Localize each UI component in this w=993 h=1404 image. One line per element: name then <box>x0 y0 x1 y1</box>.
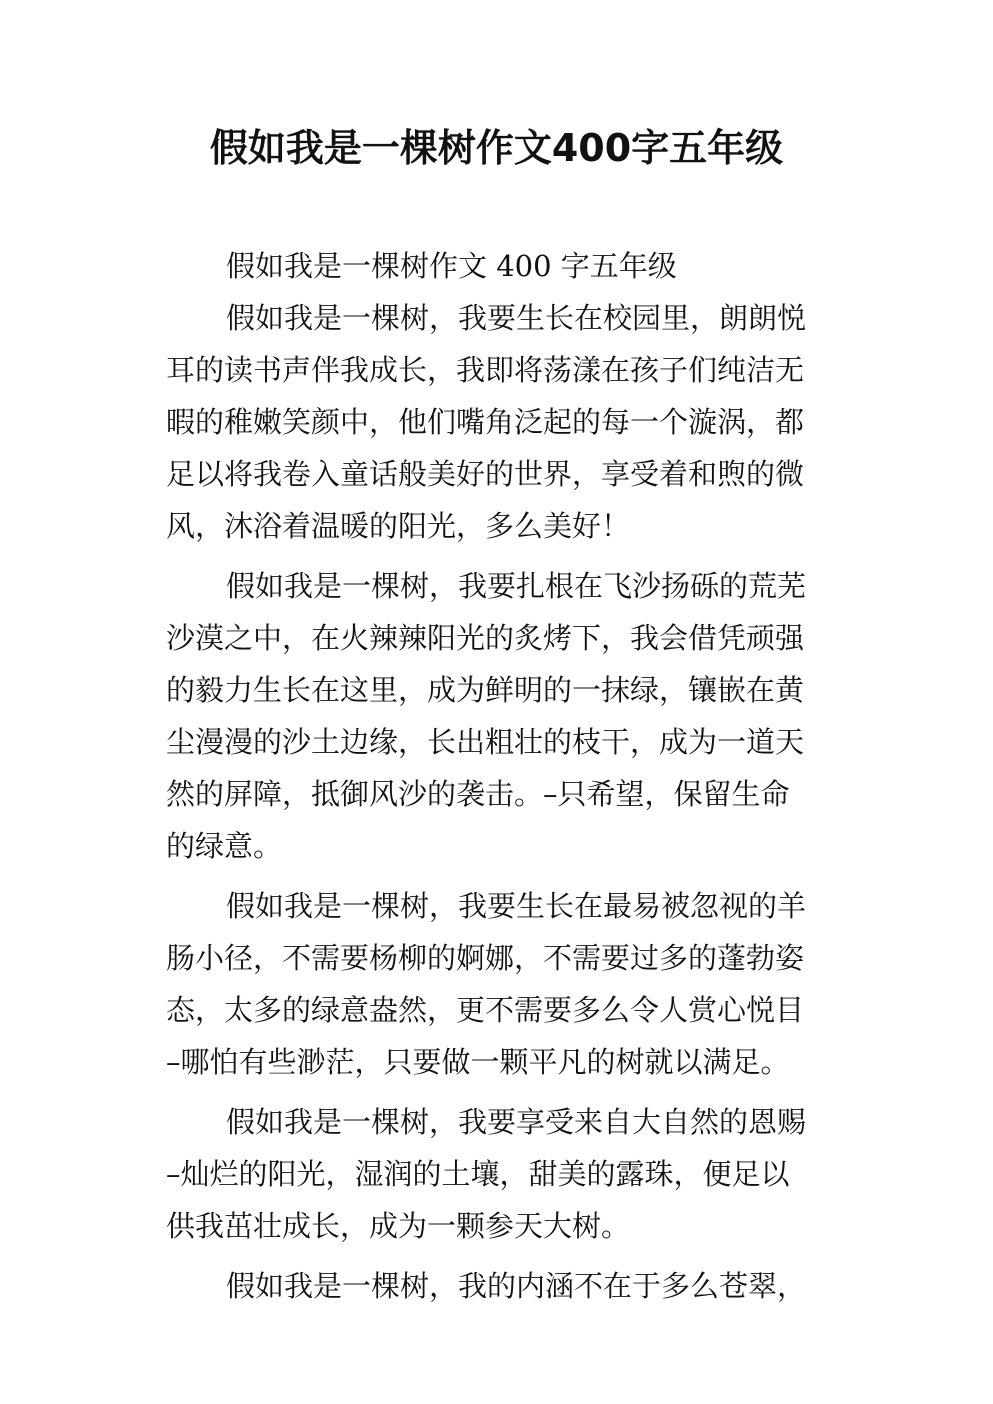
text-line: 假如我是一棵树，我要生长在校园里，朗朗悦 <box>226 301 807 335</box>
text-line: 供我茁壮成长，成为一颗参天大树。 <box>166 1209 631 1243</box>
paragraph-heading <box>166 240 828 292</box>
paragraph-5 <box>166 1260 828 1312</box>
text-line: 假如我是一棵树，我的内涵不在于多么苍翠， <box>226 1269 807 1303</box>
text-line: 的绿意。 <box>166 829 283 863</box>
text-line: 假如我是一棵树，我要享受来自大自然的恩赐 <box>226 1105 807 1139</box>
text-line: 尘漫漫的沙土边缘，长出粗壮的枝干，成为一道天 <box>166 725 805 759</box>
text-line: –哪怕有些渺茫，只要做一颗平凡的树就以满足。 <box>166 1045 790 1079</box>
paragraph-3 <box>166 880 828 1088</box>
paragraph-2 <box>166 560 828 872</box>
text-line: 风，沐浴着温暖的阳光，多么美好！ <box>166 509 631 543</box>
text-line: 假如我是一棵树，我要扎根在飞沙扬砾的荒芜 <box>226 569 807 603</box>
text-line: 假如我是一棵树作文 400 字五年级 <box>226 249 677 283</box>
paragraph-4 <box>166 1096 828 1252</box>
paragraph-1 <box>166 292 828 552</box>
text-line: 态，太多的绿意盎然，更不需要多么令人赏心悦目 <box>166 993 805 1027</box>
text-line: 暇的稚嫩笑颜中，他们嘴角泛起的每一个漩涡，都 <box>166 405 805 439</box>
text-line: 的毅力生长在这里，成为鲜明的一抹绿，镶嵌在黄 <box>166 673 805 707</box>
page-title: 假如我是一棵树作文400字五年级 <box>209 126 784 170</box>
text-line: 沙漠之中，在火辣辣阳光的炙烤下，我会借凭顽强 <box>166 621 805 655</box>
text-line: 然的屏障，抵御风沙的袭击。–只希望，保留生命 <box>166 777 790 811</box>
text-line: 假如我是一棵树，我要生长在最易被忽视的羊 <box>226 889 807 923</box>
text-line: –灿烂的阳光，湿润的土壤，甜美的露珠，便足以 <box>166 1157 790 1191</box>
article-body <box>166 240 828 1320</box>
text-line: 肠小径，不需要杨柳的婀娜，不需要过多的蓬勃姿 <box>166 941 805 975</box>
text-line: 耳的读书声伴我成长，我即将荡漾在孩子们纯洁无 <box>166 353 805 387</box>
text-line: 足以将我卷入童话般美好的世界，享受着和煦的微 <box>166 457 805 491</box>
